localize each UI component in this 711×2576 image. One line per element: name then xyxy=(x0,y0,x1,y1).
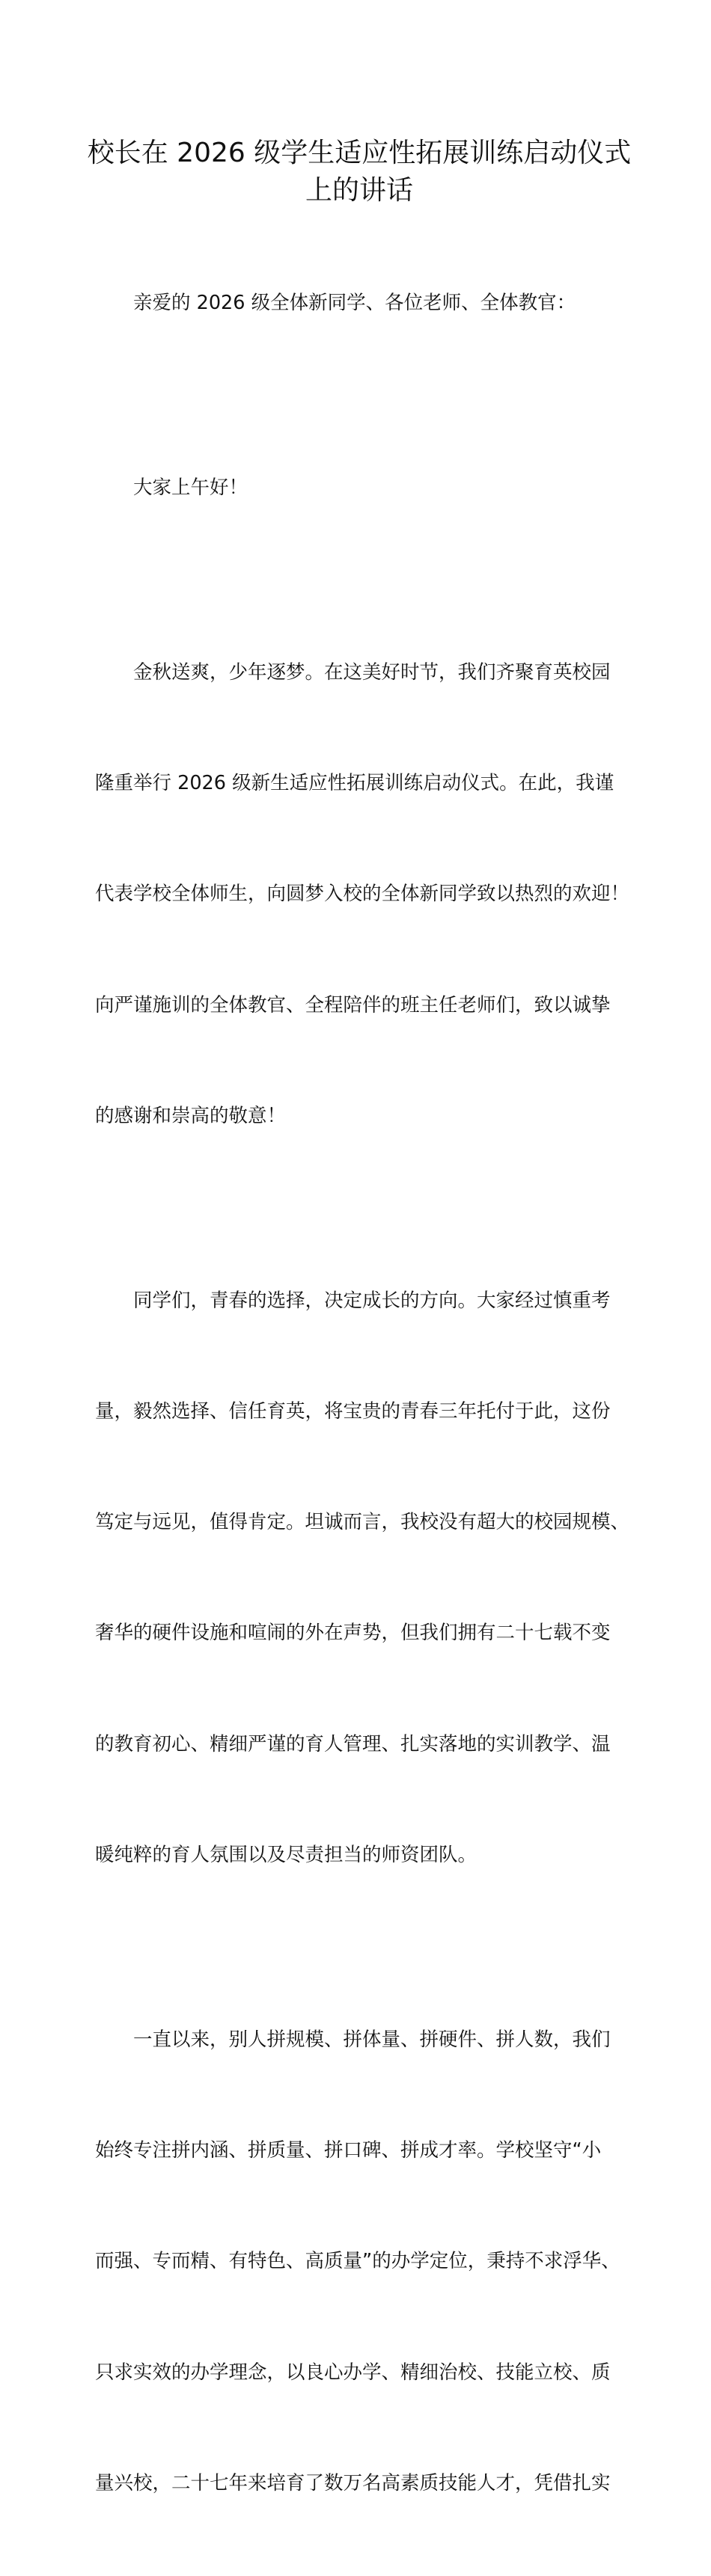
text-line: 只求实效的办学理念，以良心办学、精细治校、技能立校、质 xyxy=(95,2361,611,2384)
body-paragraph xyxy=(95,580,641,1209)
text-line: 暖纯粹的育人氛围以及尽责担当的师资团队。 xyxy=(95,1843,477,1866)
title-line: 上的讲话 xyxy=(305,175,413,206)
greeting-paragraph xyxy=(95,396,641,580)
text-line: 笃定与远见，值得肯定。坦诚而言，我校没有超大的校园规模、 xyxy=(95,1511,630,1534)
text-line: 量，毅然选择、信任育英，将宝贵的青春三年托付于此，这份 xyxy=(95,1400,611,1423)
text-line: 而强、专而精、有特色、高质量”的办学定位，秉持不求浮华、 xyxy=(95,2250,620,2273)
body-paragraph xyxy=(95,1948,641,2576)
text-line: 一直以来，别人拼规模、拼体量、拼硬件、拼人数，我们 xyxy=(133,2028,611,2051)
text-line: 的教育初心、精细严谨的育人管理、扎实落地的实训教学、温 xyxy=(95,1732,611,1755)
text-line: 向严谨施训的全体教官、全程陪伴的班主任老师们，致以诚挚 xyxy=(95,993,611,1016)
text-line: 的感谢和崇高的敬意！ xyxy=(95,1104,287,1127)
document-title xyxy=(82,135,636,209)
text-line: 量兴校，二十七年来培育了数万名高素质技能人才，凭借扎实 xyxy=(95,2471,611,2494)
text-line: 奢华的硬件设施和喧闹的外在声势，但我们拥有二十七载不变 xyxy=(95,1622,611,1645)
text-line: 亲爱的 2026 级全体新同学、各位老师、全体教官： xyxy=(133,291,576,314)
text-line: 始终专注拼内涵、拼质量、拼口碑、拼成才率。学校坚守“小 xyxy=(95,2139,602,2162)
text-line: 同学们，青春的选择，决定成长的方向。大家经过慎重考 xyxy=(133,1289,611,1312)
text-line: 代表学校全体师生，向圆梦入校的全体新同学致以热烈的欢迎！ xyxy=(95,883,630,906)
title-line: 校长在 2026 级学生适应性拓展训练启动仪式 xyxy=(87,138,632,168)
salutation-paragraph xyxy=(95,211,641,396)
text-line: 大家上午好！ xyxy=(133,476,248,499)
text-line: 金秋送爽，少年逐梦。在这美好时节，我们齐聚育英校园 xyxy=(133,660,611,684)
body-paragraph xyxy=(95,1209,641,1948)
document-body xyxy=(95,211,641,2576)
text-line: 隆重举行 2026 级新生适应性拓展训练启动仪式。在此，我谨 xyxy=(95,772,614,795)
